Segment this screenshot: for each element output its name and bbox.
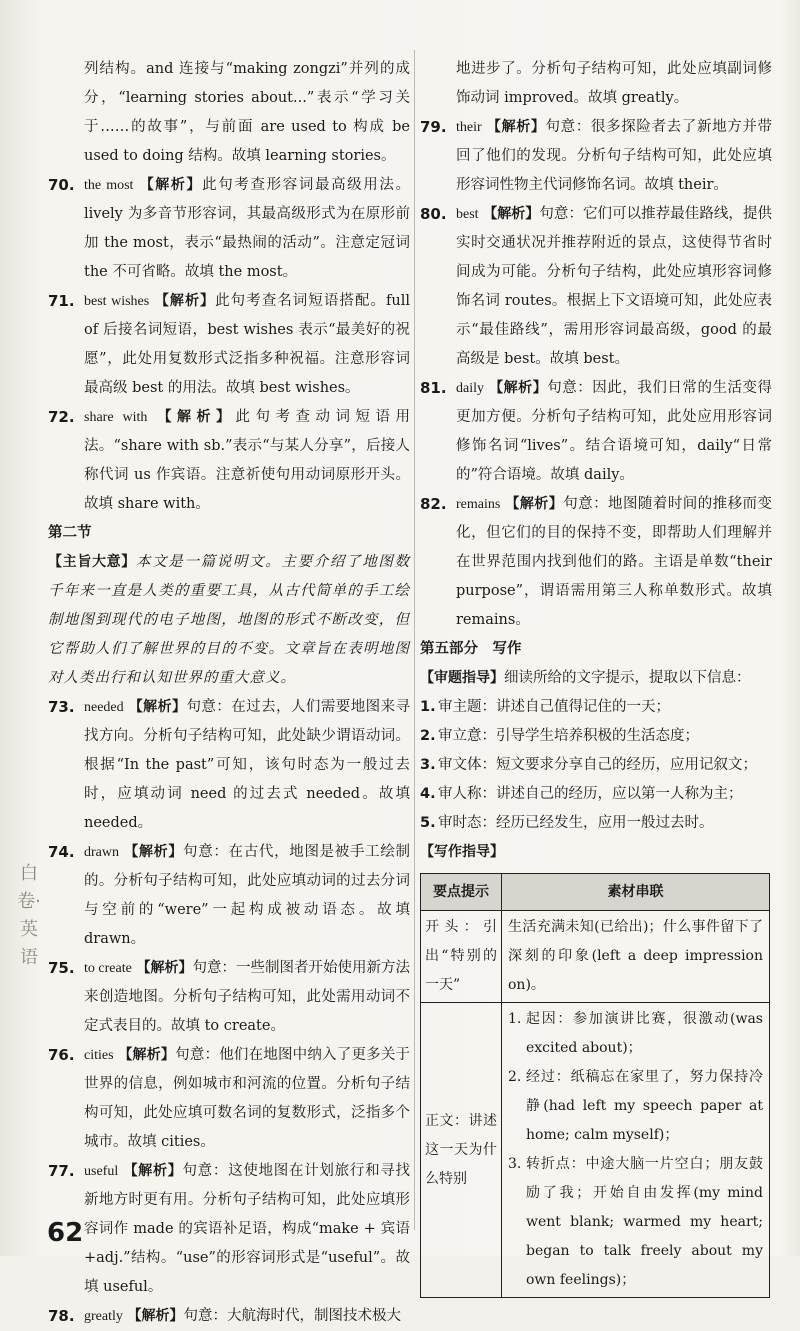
analysis-tag: 【解析】 [154, 293, 216, 309]
table-row [421, 911, 770, 1003]
table-cell: 生活充满未知(已给出)；什么事件留下了深刻的印象(left a deep impression on)。 [502, 911, 770, 1003]
item-number: 70. [48, 176, 75, 194]
answer-item-80 [420, 200, 772, 374]
analysis-text: 句意：大航海时代，制图技术极大 [183, 1308, 401, 1324]
list-text: 审立意：引导学生培养积极的生活态度； [438, 728, 699, 744]
analysis-tag: 【解析】 [139, 177, 203, 193]
table-cell: 开头：引出“特别的一天” [421, 911, 502, 1003]
answer: drawn [84, 845, 119, 860]
list-text: 审人称：讲述自己的经历，应以第一人称为主； [438, 786, 743, 802]
answer: their [456, 120, 482, 135]
continued-paragraph: 地进步了。分析句子结构可知，此处应填副词修饰动词 improved。故填 greatly。 [456, 61, 772, 106]
analysis-tag: 【解析】 [505, 496, 564, 512]
table-row [421, 1003, 770, 1298]
analysis-text: 句意：地图随着时间的推移而变化，但它们的目的保持不变，即帮助人们理解并在世界范围内找到他们的路。主语是单数“their purpose”，谓语需用第三人称单数形式。故填 remains。 [456, 496, 773, 628]
item-number: 77. [48, 1162, 75, 1180]
table-list-item [508, 1005, 763, 1063]
table-list-item [508, 1150, 763, 1295]
analysis-tag: 【解析】 [483, 206, 540, 222]
page-number: 62 [47, 1218, 84, 1248]
table-header-row [421, 874, 770, 911]
guide-list-item [420, 693, 772, 722]
answer-item-72 [48, 403, 410, 519]
list-number: 1. [420, 699, 436, 715]
answer: greatly [84, 1309, 123, 1324]
item-number: 79. [420, 118, 447, 136]
item-number: 78. [48, 1307, 75, 1325]
analysis-tag: 【解析】 [128, 699, 187, 715]
item-number: 73. [48, 698, 75, 716]
analysis-text: 句意：在过去，人们需要地图来寻找方向。分析句子结构可知，此处缺少谓语动词。根据“In the past”可知，该句时态为一般过去时，应填动词 need 的过去式 needed。故填 needed。 [84, 699, 411, 831]
item-number: 80. [420, 205, 447, 223]
analysis-text: 此句考查名词短语搭配。full of 后接名词短语，best wishes 表示“最美好的祝愿”，此处用复数形式泛指多种祝福。注意形容词最高级 best 的用法。故填 best wishes。 [84, 293, 411, 396]
answer-item-78 [48, 1302, 410, 1331]
table-header-cell: 要点提示 [421, 874, 502, 911]
table-list-item [508, 1063, 763, 1150]
answer: best [456, 207, 479, 222]
writing-table [420, 873, 770, 1298]
analysis-tag: 【解析】 [157, 409, 236, 425]
analysis-text: 句意：很多探险者去了新地方并带回了他们的发现。分析句子结构可知，此处应填形容词性物主代词修饰名词。故填 their。 [456, 119, 773, 193]
analysis-tag: 【解析】 [118, 1047, 176, 1063]
list-text: 转折点：中途大脑一片空白；朋友鼓励了我；开始自由发挥(my mind went blank; warmed my heart; began to talk freely about my own feelings)； [526, 1156, 763, 1288]
analysis-text: 句意：它们可以推荐最佳路线，提供实时交通状况并推荐附近的景点，这使得节省时间成为可能。分析句子结构，此处应填形容词修饰名词 routes。根据上下文语境可知，此处应表示“最佳路线”，需用形容词最高级，good 的最高级是 best。故填 best。 [456, 206, 773, 367]
column-divider [414, 50, 415, 1230]
list-text: 审主题：讲述自己值得记住的一天； [438, 699, 670, 715]
table-cell: 正文：讲述这一天为什么特别 [421, 1003, 502, 1298]
analysis-text: 句意：在古代，地图是被手工绘制的。分析句子结构可知，此处应填动词的过去分词与空前的“were”一起构成被动语态。故填 drawn。 [84, 844, 411, 947]
answer-item-81 [420, 374, 772, 490]
list-text: 起因：参加演讲比赛，很激动(was excited about)； [526, 1011, 763, 1056]
writing-guide-tag: 【写作指导】 [420, 844, 504, 860]
analysis-tag: 【解析】 [489, 380, 548, 396]
guide-list-item [420, 751, 772, 780]
left-column [48, 55, 410, 1331]
guide-list-item [420, 722, 772, 751]
analysis-tag: 【解析】 [124, 844, 184, 860]
answer: remains [456, 497, 501, 512]
analysis-text: 句意：因此，我们日常的生活变得更加方便。分析句子结构可知，此处应用形容词修饰名词“lives”。结合语境可知，daily“日常的”符合语境。故填 daily。 [456, 380, 773, 483]
guide-paragraph [420, 664, 772, 693]
analysis-tag: 【解析】 [127, 1308, 184, 1324]
answer-item-70 [48, 171, 410, 287]
section-heading: 第二节 [48, 525, 92, 541]
right-column [420, 55, 772, 1298]
list-number: 1. [508, 1011, 522, 1027]
table-header-cell: 素材串联 [502, 874, 770, 911]
analysis-text: 句意：这使地图在计划旅行和寻找新地方时更有用。分析句子结构可知，此处应填形容词作 made 的宾语补足语，构成“make + 宾语 +adj.”结构。“use”的形容词形式是“useful”。故填 useful。 [84, 1163, 411, 1295]
intro-paragraph: 列结构。and 连接与“making zongzi”并列的成分，“learning stories about...”表示“学习关于……的故事”，与前面 are used to 构成 be used to doing 结构。故填 learning stories。 [84, 61, 410, 164]
answer-item-76 [48, 1041, 410, 1157]
analysis-text: 句意：他们在地图中纳入了更多关于世界的信息，例如城市和河流的位置。分析句子结构可知，此处应填可数名词的复数形式，泛指多个城市。故填 cities。 [84, 1047, 411, 1150]
analysis-text: 此句考查动词短语用法。“share with sb.”表示“与某人分享”，后接人称代词 us 作宾语。注意祈使句用动词原形开头。故填 share with。 [84, 409, 411, 512]
analysis-text: 此句考查形容词最高级用法。lively 为多音节形容词，其最高级形式为在原形前加 the most，表示“最热闹的活动”。注意定冠词 the 不可省略。故填 the most。 [84, 177, 411, 280]
item-number: 82. [420, 495, 447, 513]
list-number: 2. [508, 1069, 522, 1085]
answer: to create [84, 961, 132, 976]
analysis-tag: 【解析】 [123, 1163, 183, 1179]
list-text: 审时态：经历已经发生，应用一般过去时。 [438, 815, 714, 831]
answer: the most [84, 178, 134, 193]
summary-text: 本文是一篇说明文。主要介绍了地图数千年来一直是人类的重要工具，从古代简单的手工绘制地图到现代的电子地图，地图的形式不断改变，但它帮助人们了解世界的目的不变。文章旨在表明地图对人类出行和认知世界的重大意义。 [48, 554, 411, 686]
guide-tag: 【审题指导】 [420, 670, 504, 686]
list-number: 2. [420, 728, 436, 744]
item-number: 76. [48, 1046, 75, 1064]
answer: daily [456, 381, 484, 396]
item-number: 71. [48, 292, 75, 310]
answer: cities [84, 1048, 114, 1063]
answer-item-73 [48, 693, 410, 838]
analysis-tag: 【解析】 [136, 960, 193, 976]
answer: best wishes [84, 294, 150, 309]
item-number: 72. [48, 408, 75, 426]
item-number: 75. [48, 959, 75, 977]
answer-item-75 [48, 954, 410, 1041]
list-number: 3. [508, 1156, 522, 1172]
section-heading: 第五部分 写作 [420, 641, 522, 657]
analysis-tag: 【解析】 [486, 119, 546, 135]
answer-item-74 [48, 838, 410, 954]
answer: share with [84, 410, 148, 425]
answer: needed [84, 700, 124, 715]
list-text: 经过：纸稿忘在家里了，努力保持冷静(had left my speech paper at home; calm myself)； [526, 1069, 763, 1143]
answer-item-71 [48, 287, 410, 403]
guide-list-item [420, 809, 772, 838]
list-number: 5. [420, 815, 436, 831]
table-cell [502, 1003, 770, 1298]
guide-list-item [420, 780, 772, 809]
summary-tag: 【主旨大意】 [48, 554, 136, 570]
list-text: 审文体：短文要求分享自己的经历，应用记叙文； [438, 757, 757, 773]
guide-text: 细读所给的文字提示，提取以下信息： [504, 670, 751, 686]
answer-item-77 [48, 1157, 410, 1302]
summary-paragraph [48, 548, 410, 693]
analysis-text: 句意：一些制图者开始使用新方法来创造地图。分析句子结构可知，此处需用动词不定式表目的。故填 to create。 [84, 960, 411, 1034]
answer-item-82 [420, 490, 772, 635]
answer-item-79 [420, 113, 772, 200]
item-number: 81. [420, 379, 447, 397]
side-label: 白卷·英语 [17, 863, 41, 968]
item-number: 74. [48, 843, 75, 861]
list-number: 4. [420, 786, 436, 802]
answer: useful [84, 1164, 119, 1179]
list-number: 3. [420, 757, 436, 773]
